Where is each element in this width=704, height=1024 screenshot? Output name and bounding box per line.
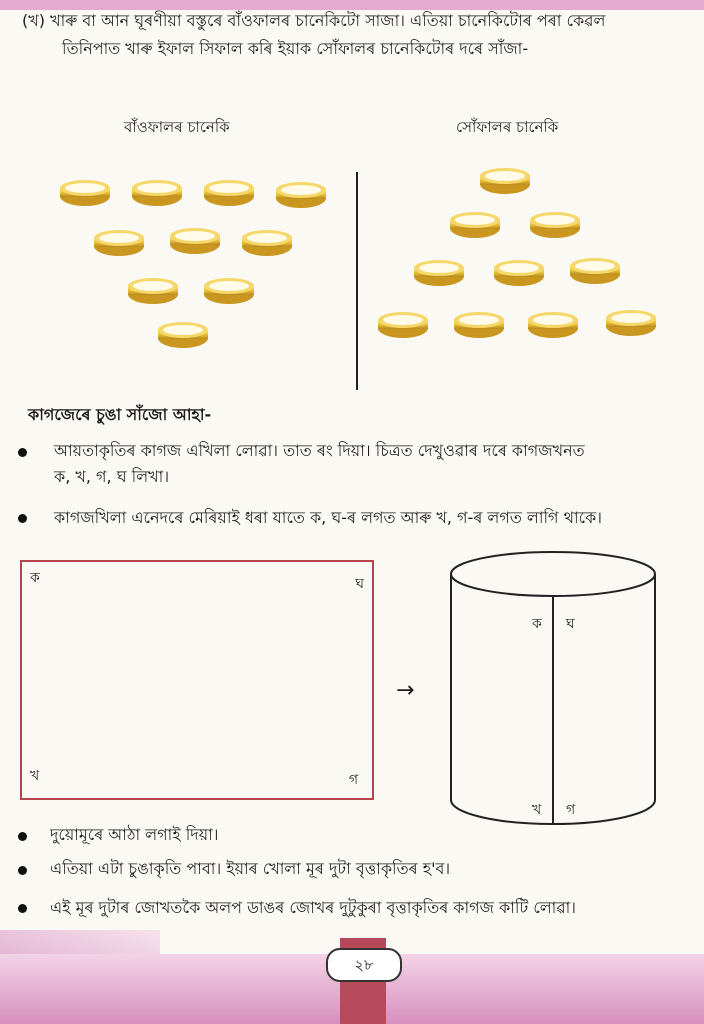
ring (376, 310, 430, 340)
bullet-text-continued: ক, খ, গ, ঘ লিখা। (54, 467, 170, 486)
corner-label-top-right: ঘ (355, 576, 364, 592)
bullet-icon (18, 448, 27, 457)
ring (568, 256, 622, 286)
paper-cylinder (448, 548, 658, 828)
ring (604, 308, 658, 338)
corner-label-bottom-right: গ (348, 772, 358, 788)
section-heading: কাগজেৰে চুঙা সাঁজো আহা- (28, 405, 212, 424)
cylinder-label-ka: ক (532, 616, 542, 632)
bullet-text: আয়তাকৃতিৰ কাগজ এখিলা লোৱা। তাত ৰং দিয়া। চিত্ৰত দেখুওৱাৰ দৰে কাগজখনত (54, 441, 585, 460)
ring (452, 310, 506, 340)
ring (156, 320, 210, 350)
instruction-line-2: তিনিপাত খাৰু ইফাল সিফাল কৰি ইয়াক সোঁফালৰ চানেকিটোৰ দৰে সাঁজা- (62, 39, 529, 58)
corner-label-top-left: ক (30, 570, 40, 586)
ring (412, 258, 466, 288)
pattern-divider (356, 172, 358, 390)
paper-rectangle (20, 560, 374, 800)
ring (168, 226, 222, 256)
ring (126, 276, 180, 306)
ring (130, 178, 184, 208)
ring (526, 310, 580, 340)
instruction-line-1: (খ) খাৰু বা আন ঘূৰণীয়া বস্তুৰে বাঁওফালৰ চানেকিটো সাজা। এতিয়া চানেকিটোৰ পৰা কেৱল (22, 11, 606, 30)
left-pattern-title: বাঁওফালৰ চানেকি (124, 118, 230, 136)
ring (202, 178, 256, 208)
cylinder-label-kha: খ (532, 802, 542, 818)
bullet-icon (18, 832, 27, 841)
bullet-text: কাগজখিলা এনেদৰে মেৰিয়াই ধৰা যাতে ক, ঘ-ৰ লগত আৰু খ, গ-ৰ লগত লাগি থাকে। (54, 508, 602, 527)
arrow-icon: → (396, 678, 415, 703)
ring (492, 258, 546, 288)
page-number: ২৮ (326, 948, 402, 982)
bullet-icon (18, 866, 27, 875)
cylinder-label-gha: ঘ (566, 616, 575, 632)
bullet-icon (18, 514, 27, 523)
ring (274, 180, 328, 210)
ring (92, 228, 146, 258)
ring (202, 276, 256, 306)
bullet-icon (18, 904, 27, 913)
corner-label-bottom-left: খ (30, 768, 40, 784)
ring (448, 210, 502, 240)
bullet-text: দুয়োমূৰে আঠা লগাই দিয়া। (50, 825, 219, 844)
ring (58, 178, 112, 208)
cylinder-label-ga: গ (566, 802, 576, 818)
ring (478, 166, 532, 196)
ring (240, 228, 294, 258)
ring (528, 210, 582, 240)
bullet-text: এই মূৰ দুটাৰ জোখতকৈ অলপ ডাঙৰ জোখৰ দুটুকুৰা বৃত্তাকৃতিৰ কাগজ কাটি লোৱা। (50, 898, 577, 917)
right-pattern-title: সোঁফালৰ চানেকি (456, 118, 559, 136)
bullet-text: এতিয়া এটা চুঙাকৃতি পাবা। ইয়াৰ খোলা মূৰ দুটা বৃত্তাকৃতিৰ হ'ব। (50, 859, 451, 878)
